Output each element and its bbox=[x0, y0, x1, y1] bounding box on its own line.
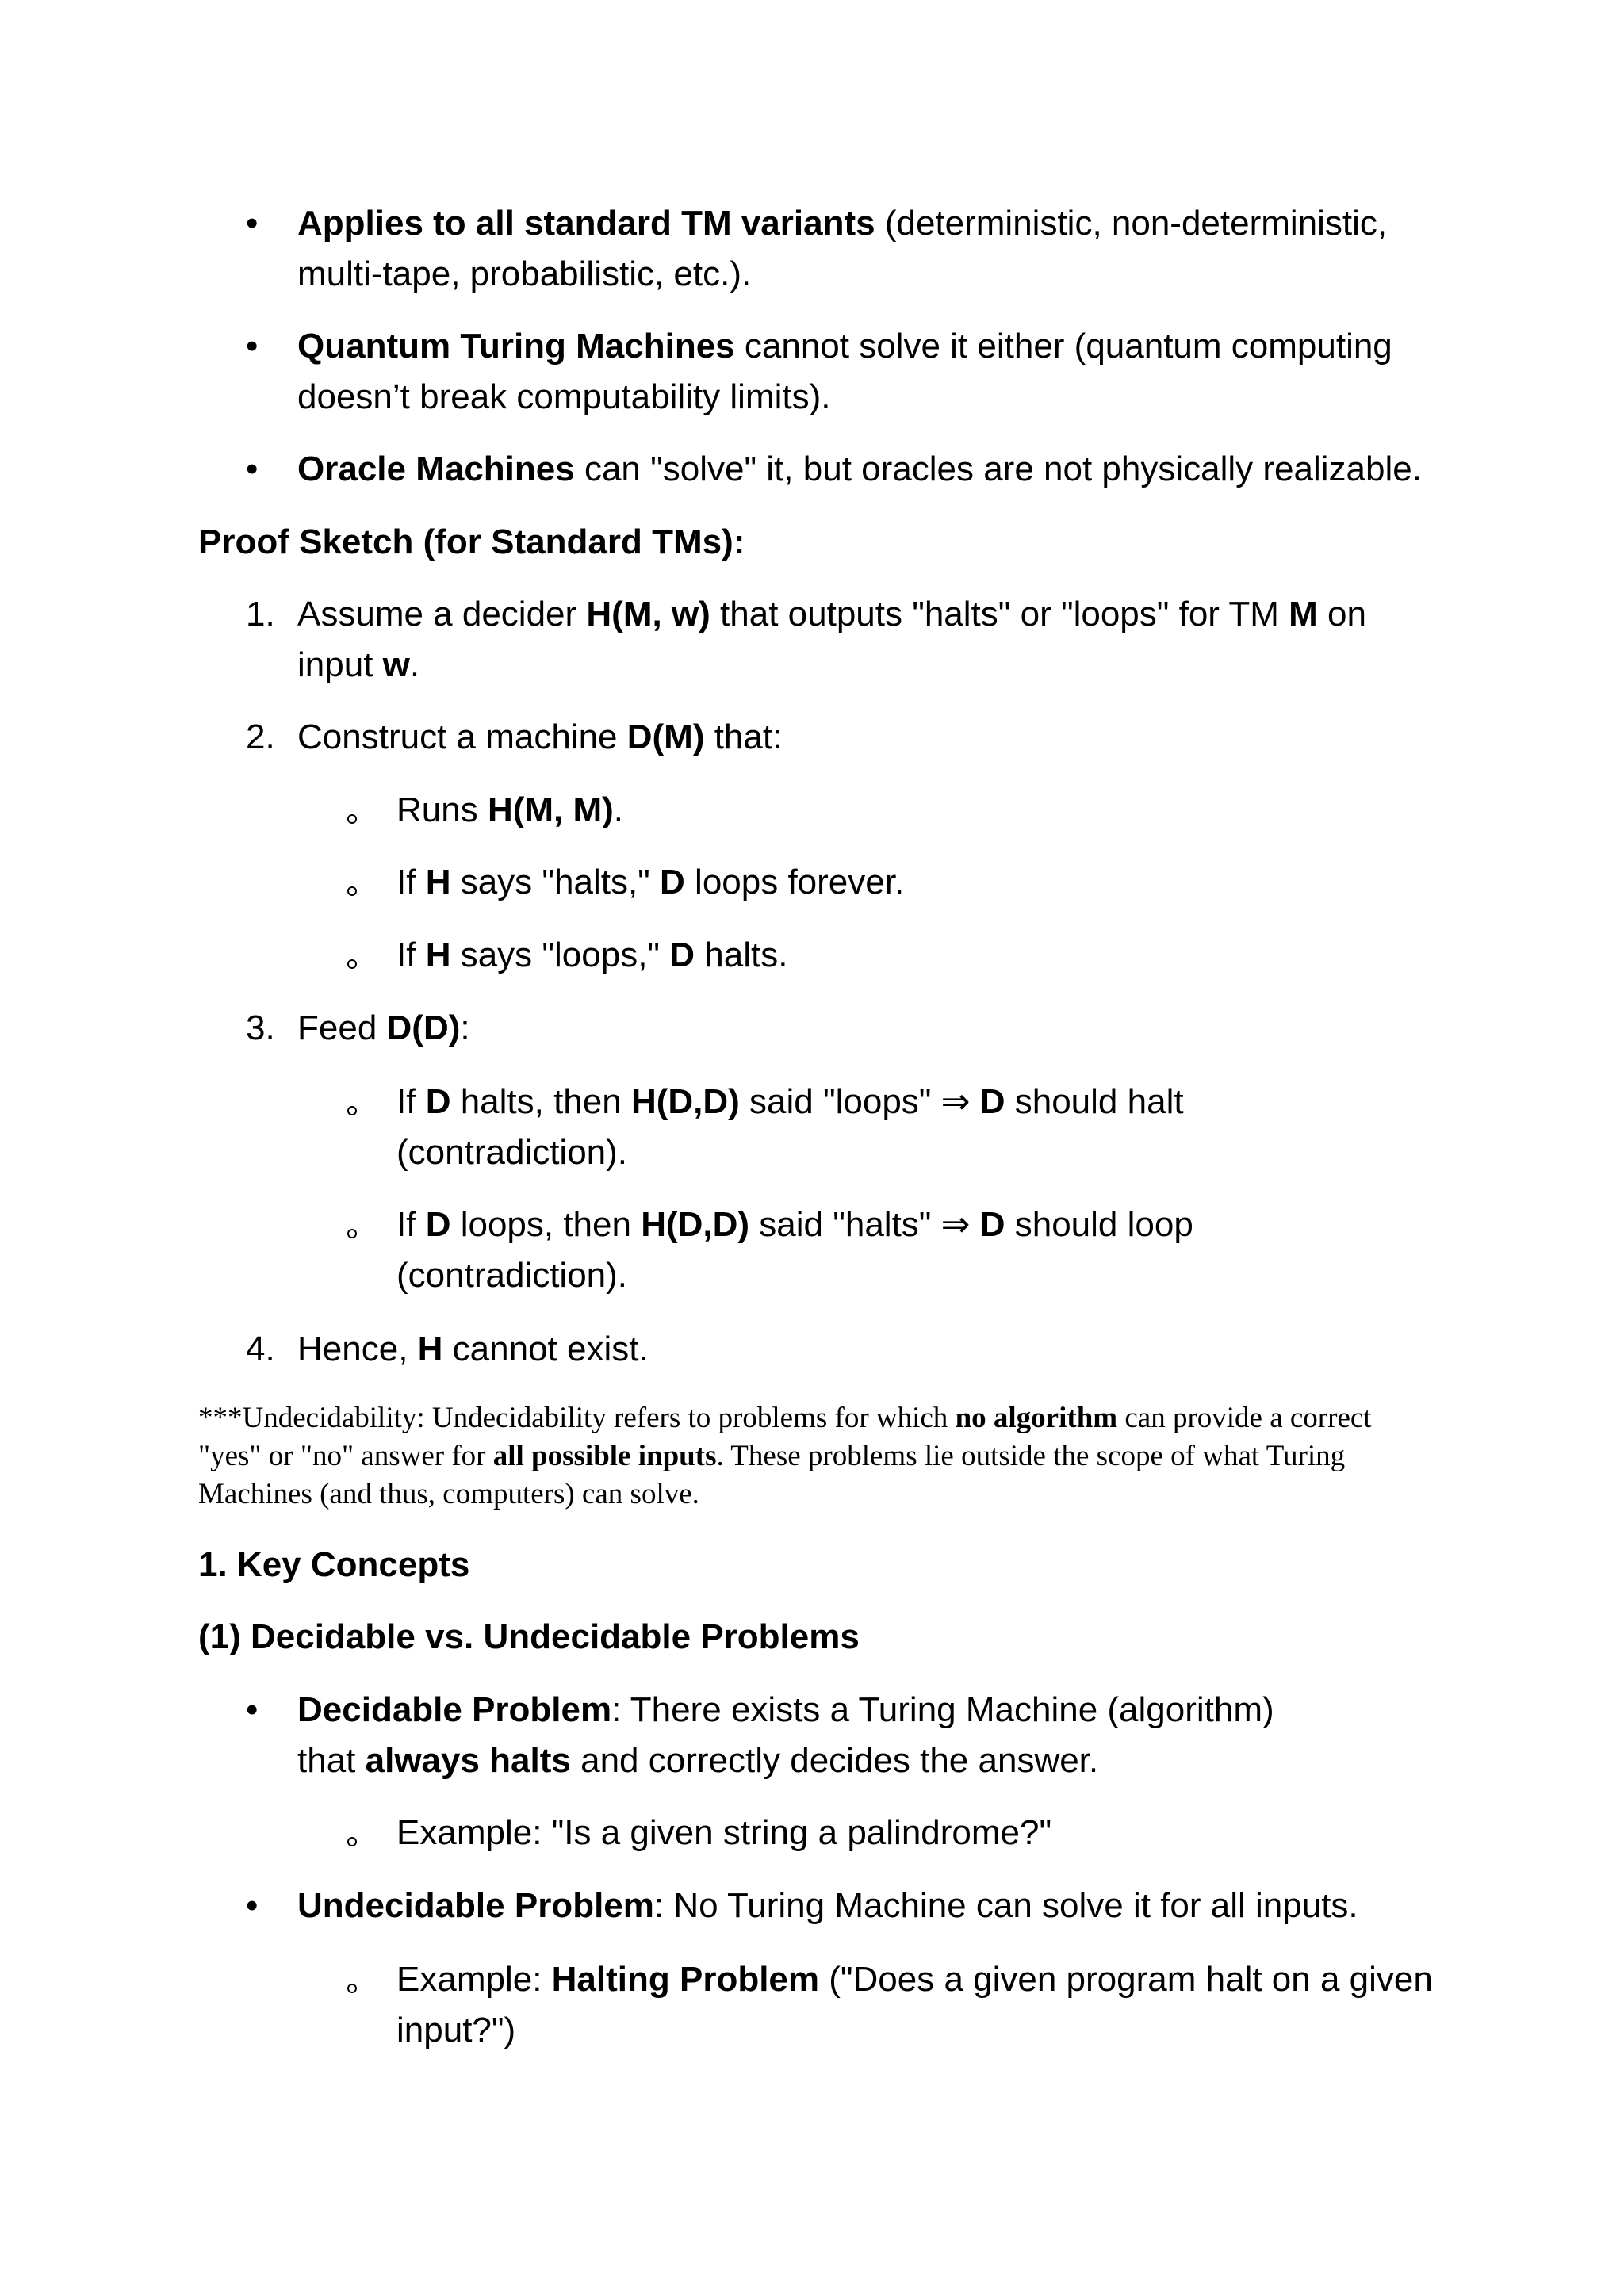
bullet-dot-icon: • bbox=[246, 1886, 259, 1925]
variant-bullet-3: Oracle Machines can "solve" it, but oracles are not physically realizable. bbox=[297, 450, 1422, 488]
undecidability-line-1: ***Undecidability: Undecidability refers to problems for which no algorithm can provide a correct bbox=[198, 1402, 1372, 1434]
step-2-number: 2. bbox=[246, 718, 275, 756]
proof-sketch-heading: Proof Sketch (for Standard TMs): bbox=[198, 522, 745, 561]
undecidable-example-line-1: Example: Halting Problem ("Does a given program halt on a given bbox=[396, 1960, 1433, 1999]
step-1-line-2: input w. bbox=[297, 645, 420, 684]
variant-bullet-2-line-1: Quantum Turing Machines cannot solve it either (quantum computing bbox=[297, 327, 1392, 365]
bullet-dot-icon: • bbox=[246, 1690, 259, 1729]
step-3-sub-1-line-2: (contradiction). bbox=[396, 1133, 628, 1172]
hollow-circle-icon bbox=[347, 1984, 357, 1993]
step-2-sub-2: If H says "halts," D loops forever. bbox=[396, 863, 905, 901]
variant-bullet-2-line-2: doesn’t break computability limits). bbox=[297, 377, 831, 416]
step-2-sub-3: If H says "loops," D halts. bbox=[396, 936, 788, 974]
step-4-line: Hence, H cannot exist. bbox=[297, 1330, 649, 1368]
hollow-circle-icon bbox=[347, 959, 357, 969]
step-3-sub-2-line-1: If D loops, then H(D,D) said "halts" ⇒ D should loop bbox=[396, 1205, 1193, 1244]
hollow-circle-icon bbox=[347, 1837, 357, 1846]
bullet-dot-icon: • bbox=[246, 450, 259, 488]
bullet-dot-icon: • bbox=[246, 327, 259, 365]
key-concepts-heading: 1. Key Concepts bbox=[198, 1545, 470, 1584]
step-4-number: 4. bbox=[246, 1330, 275, 1368]
bullet-dot-icon: • bbox=[246, 204, 259, 243]
step-2-sub-1: Runs H(M, M). bbox=[396, 790, 624, 829]
variant-bullet-1-line-1: Applies to all standard TM variants (deterministic, non-deterministic, bbox=[297, 204, 1388, 243]
hollow-circle-icon bbox=[347, 814, 357, 824]
hollow-circle-icon bbox=[347, 1106, 357, 1115]
step-1-line-1: Assume a decider H(M, w) that outputs "halts" or "loops" for TM M on bbox=[297, 595, 1366, 633]
undecidability-line-2: "yes" or "no" answer for all possible inputs. These problems lie outside the scope of what Turing bbox=[198, 1440, 1346, 1472]
variant-bullet-1-line-2: multi-tape, probabilistic, etc.). bbox=[297, 254, 752, 293]
step-1-number: 1. bbox=[246, 595, 275, 633]
step-3-sub-2-line-2: (contradiction). bbox=[396, 1256, 628, 1295]
decidable-line-2: that always halts and correctly decides the answer. bbox=[297, 1741, 1099, 1780]
decidable-vs-undecidable-heading: (1) Decidable vs. Undecidable Problems bbox=[198, 1617, 860, 1656]
decidable-example: Example: "Is a given string a palindrome?" bbox=[396, 1813, 1052, 1852]
step-3-number: 3. bbox=[246, 1008, 275, 1047]
undecidable-line-1: Undecidable Problem: No Turing Machine can solve it for all inputs. bbox=[297, 1886, 1358, 1925]
step-3-sub-1-line-1: If D halts, then H(D,D) said "loops" ⇒ D should halt bbox=[396, 1082, 1184, 1121]
step-2-line: Construct a machine D(M) that: bbox=[297, 718, 783, 756]
step-3-line: Feed D(D): bbox=[297, 1008, 470, 1047]
undecidable-example-line-2: input?") bbox=[396, 2011, 516, 2049]
hollow-circle-icon bbox=[347, 1229, 357, 1238]
undecidability-line-3: Machines (and thus, computers) can solve. bbox=[198, 1478, 699, 1510]
decidable-line-1: Decidable Problem: There exists a Turing Machine (algorithm) bbox=[297, 1690, 1274, 1729]
hollow-circle-icon bbox=[347, 886, 357, 896]
